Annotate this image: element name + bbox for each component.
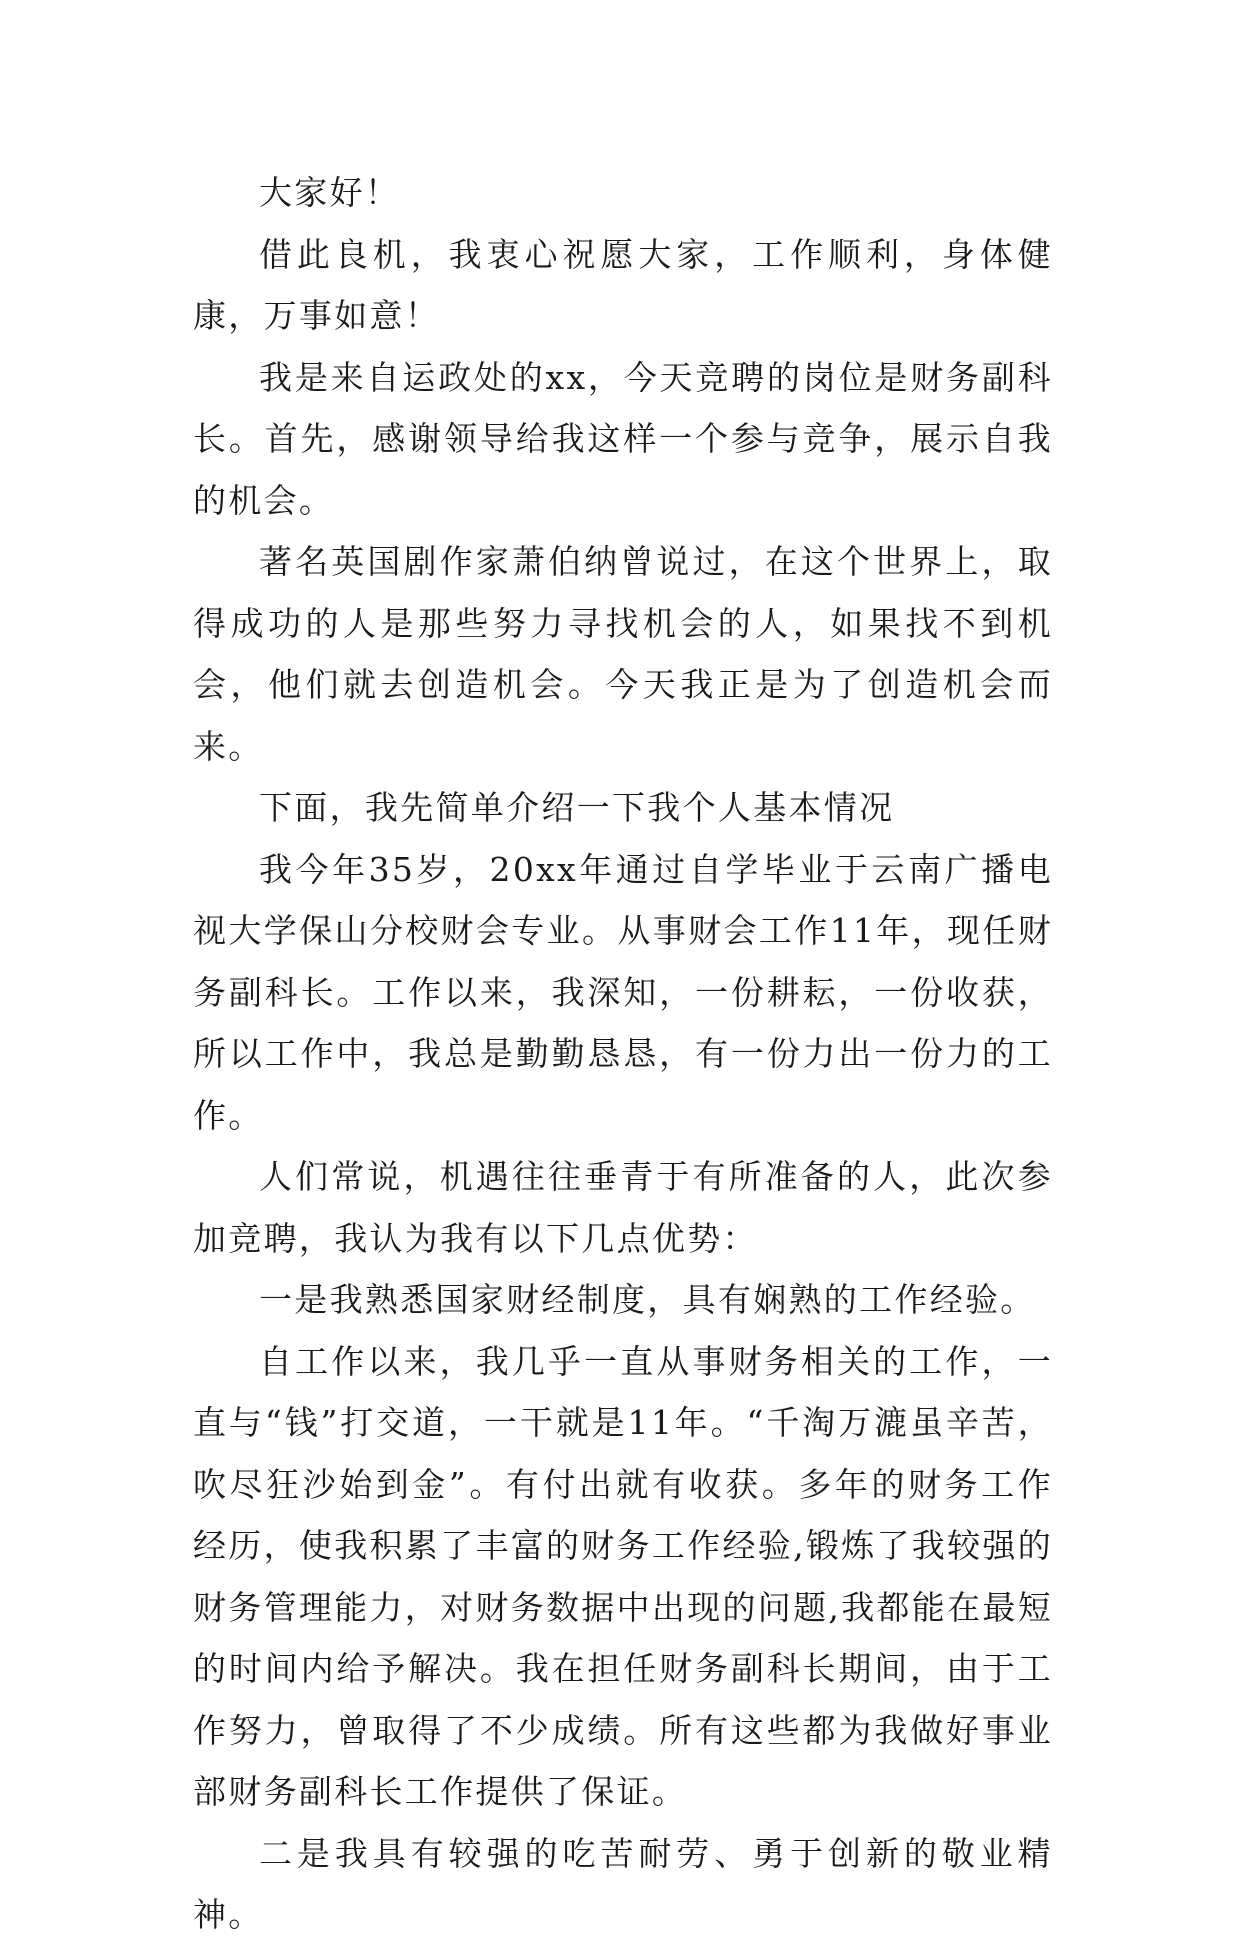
paragraph-advantage-one: 一是我熟悉国家财经制度，具有娴熟的工作经验。 — [259, 1280, 1036, 1319]
paragraph-advantage-two: 二是我具有较强的吃苦耐劳、勇于创新的敬业精神。 — [193, 1833, 1053, 1934]
paragraph-quote: 著名英国剧作家萧伯纳曾说过，在这个世界上，取得成功的人是那些努力寻找机会的人，如果找不到机会，他们就去创造机会。今天我正是为了创造机会而来。 — [193, 542, 1053, 766]
paragraph-self-introduction: 我是来自运政处的xx，今天竞聘的岗位是财务副科长。首先，感谢领导给我这样一个参与竞争，展示自我的机会。 — [193, 357, 1053, 520]
paragraph-advantages-intro: 人们常说，机遇往往垂青于有所准备的人，此次参加竞聘，我认为我有以下几点优势： — [193, 1157, 1053, 1258]
document-body — [193, 162, 1053, 1946]
paragraph-greeting: 大家好！ — [259, 173, 401, 212]
paragraph-wishes: 借此良机，我衷心祝愿大家，工作顺利，身体健康，万事如意！ — [193, 234, 1053, 335]
paragraph-intro-heading: 下面，我先简单介绍一下我个人基本情况 — [259, 788, 895, 827]
paragraph-experience: 自工作以来，我几乎一直从事财务相关的工作，一直与“钱”打交道，一干就是11年。“千淘万漉虽辛苦，吹尽狂沙始到金”。有付出就有收获。多年的财务工作经历，使我积累了丰富的财务工作经验,锻炼了我较强的财务管理能力，对财务数据中出现的问题,我都能在最短的时间内给予解决。我在担任财务副科长期间，由于工作努力，曾取得了不少成绩。所有这些都为我做好事业部财务副科长工作提供了保证。 — [193, 1341, 1053, 1811]
paragraph-background: 我今年35岁，20xx年通过自学毕业于云南广播电视大学保山分校财会专业。从事财会工作11年，现任财务副科长。工作以来，我深知，一份耕耘，一份收获，所以工作中，我总是勤勤恳恳，有一份力出一份力的工作。 — [193, 849, 1053, 1135]
